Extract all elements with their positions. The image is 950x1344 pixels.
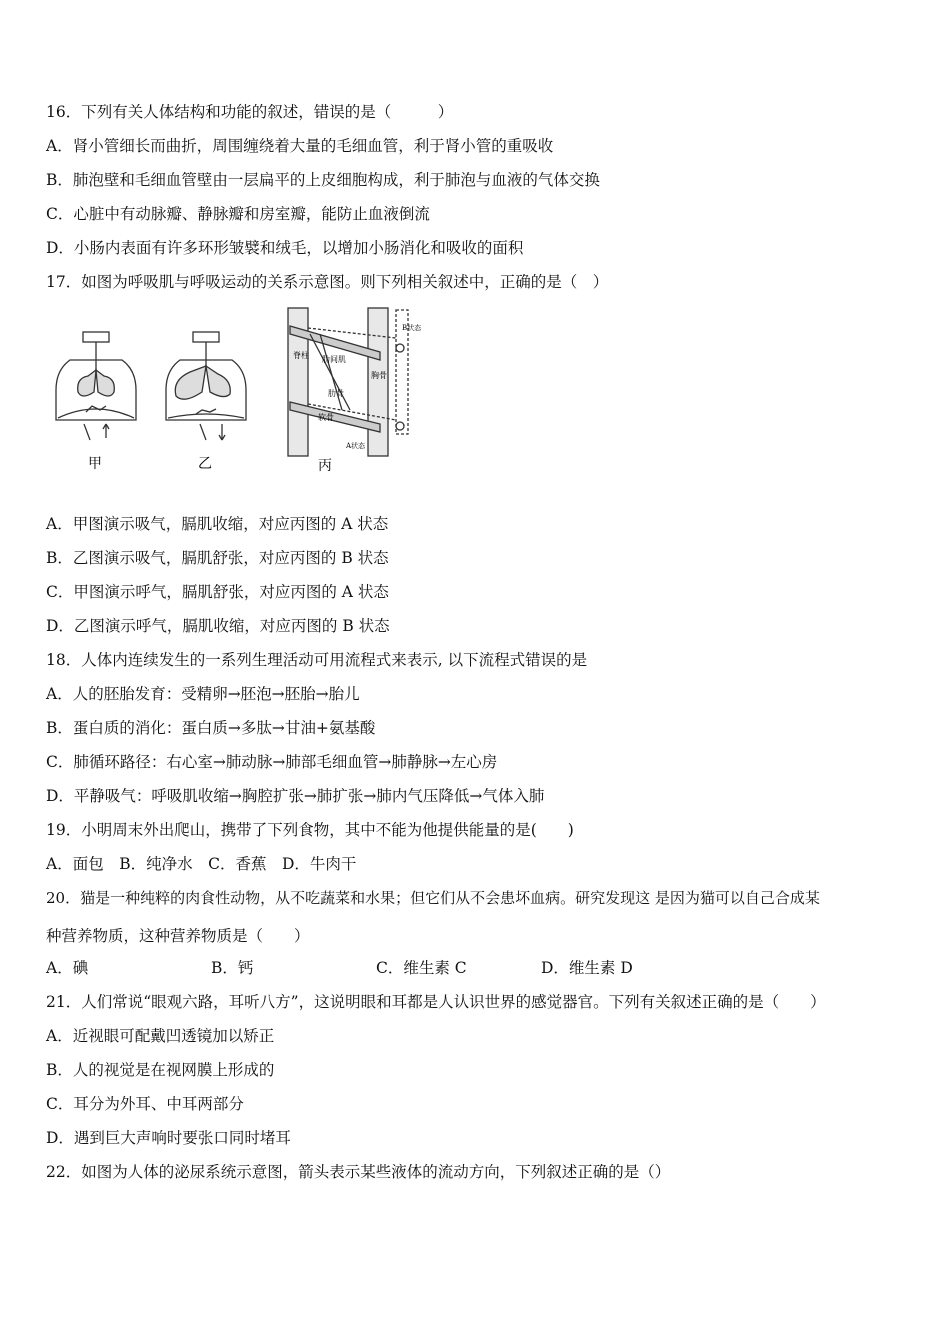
q20-options (46, 958, 706, 978)
text-sternum: 胸骨 (371, 371, 387, 380)
q16-stem: 16．下列有关人体结构和功能的叙述，错误的是（ ） (46, 103, 454, 121)
text-rib: 肋骨 (328, 389, 344, 398)
q17-stem: 17．如图为呼吸肌与呼吸运动的关系示意图。则下列相关叙述中，正确的是（ ） (46, 273, 609, 291)
text-muscle: 肋间肌 (322, 355, 346, 364)
bell-jar-yi (166, 332, 246, 440)
q21-option-a: A．近视眼可配戴凹透镜加以矫正 (46, 1027, 275, 1045)
text-spine: 脊柱 (293, 351, 309, 360)
q20-option-a: A．碘 (46, 959, 89, 977)
q17-option-c: C．甲图演示呼气，膈肌舒张，对应丙图的 A 状态 (46, 583, 389, 601)
q18-option-d: D．平静吸气：呼吸肌收缩→胸腔扩张→肺扩张→肺内气压降低→气体入肺 (46, 787, 545, 805)
q19-stem: 19．小明周末外出爬山，携带了下列食物，其中不能为他提供能量的是( ) (46, 821, 574, 839)
label-bing: 丙 (318, 458, 332, 474)
text-state-a: A状态 (346, 442, 366, 450)
q20-option-b: B．钙 (211, 959, 254, 977)
q20-stem-line2: 种营养物质，这种营养物质是（ ） (46, 927, 310, 945)
q21-option-c: C．耳分为外耳、中耳两部分 (46, 1095, 244, 1113)
q17-option-a: A．甲图演示吸气，膈肌收缩，对应丙图的 A 状态 (46, 515, 389, 533)
q18-option-a: A．人的胚胎发育：受精卵→胚泡→胚胎→胎儿 (46, 685, 360, 703)
q21-stem: 21．人们常说“眼观六路，耳听八方”，这说明眼和耳都是人认识世界的感觉器官。下列有关叙述正确的是（ ） (46, 993, 826, 1011)
q18-stem: 18．人体内连续发生的一系列生理活动可用流程式来表示, 以下流程式错误的是 (46, 651, 588, 669)
label-yi: 乙 (198, 456, 212, 472)
q16-option-a: A．肾小管细长而曲折，周围缠绕着大量的毛细血管，利于肾小管的重吸收 (46, 137, 554, 155)
q16-option-b: B．肺泡壁和毛细血管壁由一层扁平的上皮细胞构成，利于肺泡与血液的气体交换 (46, 171, 600, 189)
q21-option-b: B．人的视觉是在视网膜上形成的 (46, 1061, 275, 1079)
q19-options: A．面包 B．纯净水 C．香蕉 D．牛肉干 (46, 855, 357, 873)
q20-stem-line1: 20．猫是一种纯粹的肉食性动物，从不吃蔬菜和水果；但它们从不会患坏血病。研究发现这 是因为猫可以自己合成某 (46, 889, 820, 907)
q16-option-d: D．小肠内表面有许多环形皱襞和绒毛，以增加小肠消化和吸收的面积 (46, 239, 524, 257)
q17-option-b: B．乙图演示吸气，膈肌舒张，对应丙图的 B 状态 (46, 549, 389, 567)
q21-option-d: D．遇到巨大声响时要张口同时堵耳 (46, 1129, 291, 1147)
q17-figure (50, 300, 450, 480)
q22-stem: 22．如图为人体的泌尿系统示意图，箭头表示某些液体的流动方向，下列叙述正确的是（） (46, 1163, 671, 1181)
q16-option-c: C．心脏中有动脉瓣、静脉瓣和房室瓣，能防止血液倒流 (46, 205, 430, 223)
q18-option-b: B．蛋白质的消化：蛋白质→多肽→甘油+氨基酸 (46, 719, 376, 737)
text-state-b: B状态 (402, 324, 422, 332)
rib-model-bing (288, 308, 408, 456)
respiration-diagram (50, 300, 450, 480)
q17-option-d: D．乙图演示呼气，膈肌收缩，对应丙图的 B 状态 (46, 617, 390, 635)
q20-option-c: C．维生素 C (376, 959, 467, 977)
label-jia: 甲 (88, 456, 102, 472)
bell-jar-jia (56, 332, 136, 440)
text-cartilage: 软骨 (318, 413, 334, 422)
q18-option-c: C．肺循环路径：右心室→肺动脉→肺部毛细血管→肺静脉→左心房 (46, 753, 498, 771)
q20-option-d: D．维生素 D (541, 959, 633, 977)
